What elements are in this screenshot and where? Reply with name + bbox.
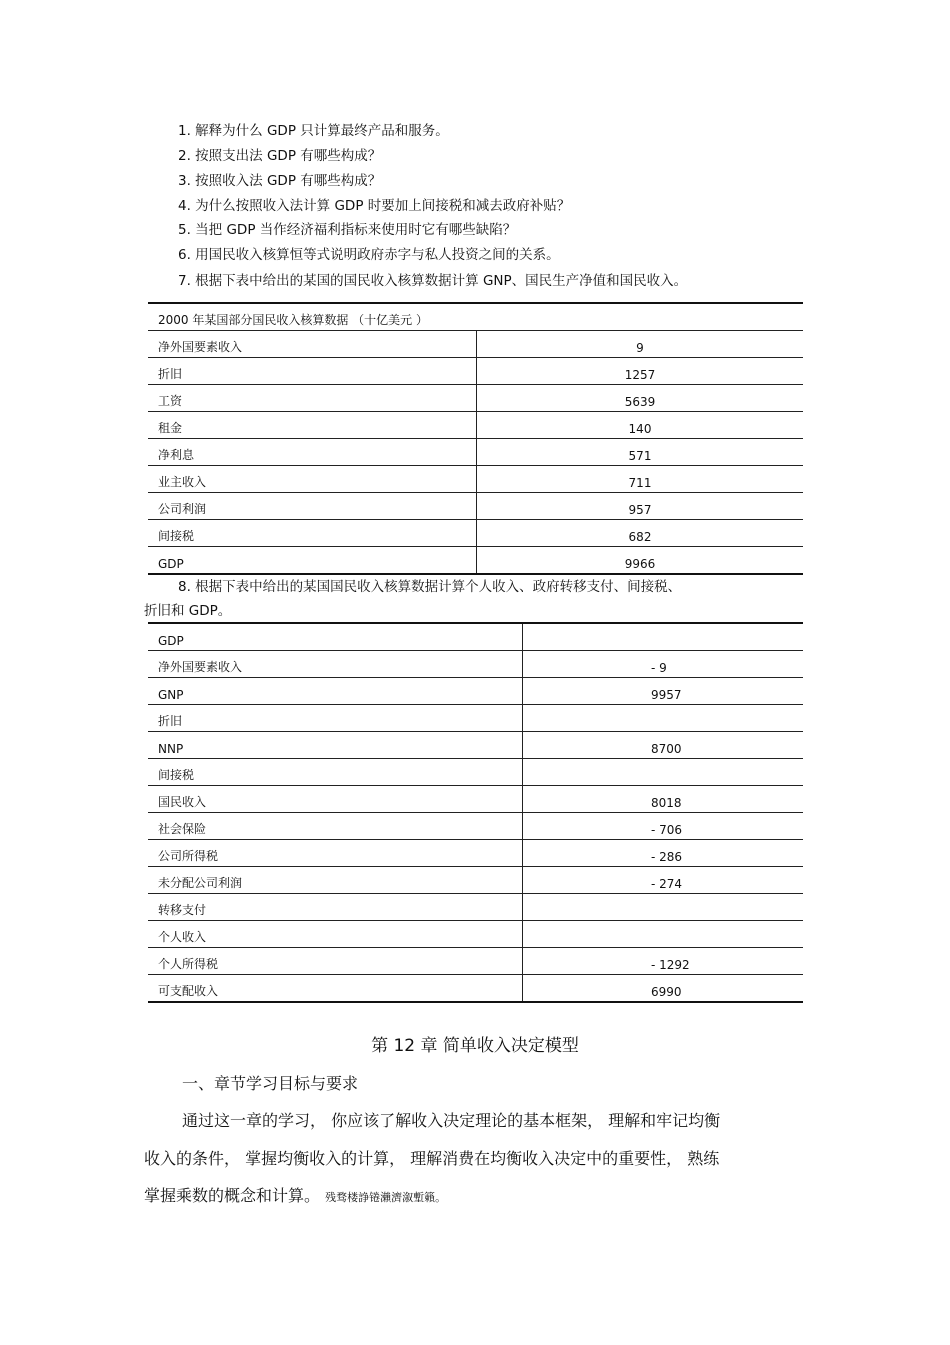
row-label: 工资 [148,385,477,412]
table-row [148,520,803,547]
row-value: 9 [477,331,804,358]
row-label: 公司利润 [148,493,477,520]
section-heading: 一、章节学习目标与要求 [182,1074,359,1093]
row-label: 租金 [148,412,477,439]
table-row [148,493,803,520]
row-value [523,921,804,948]
row-label: GDP [148,623,523,651]
question-2: 2. 按照支出法 GDP 有哪些构成？ [178,148,382,164]
row-label: 可支配收入 [148,975,523,1003]
row-label: 净利息 [148,439,477,466]
table-row [148,623,803,651]
income-accounts-table [148,302,803,575]
row-label: NNP [148,732,523,759]
row-value: 9957 [523,678,804,705]
table-row [148,331,803,358]
table-row [148,466,803,493]
question-6: 6. 用国民收入核算恒等式说明政府赤字与私人投资之间的关系。 [178,247,560,263]
paragraph-tail-text: 残骛楼諍锩瀨濟溆塹籟。 [325,1191,447,1204]
paragraph-line-2: 收入的条件， 掌握均衡收入的计算， 理解消费在均衡收入决定中的重要性， 熟练 [144,1149,720,1168]
row-value: 5639 [477,385,804,412]
row-value: 8018 [523,786,804,813]
row-label: 公司所得税 [148,840,523,867]
table-row [148,678,803,705]
row-value: 6990 [523,975,804,1003]
row-label: 折旧 [148,705,523,732]
table-row [148,813,803,840]
table-row [148,786,803,813]
table-row [148,705,803,732]
row-label: 间接税 [148,759,523,786]
row-value: 571 [477,439,804,466]
row-value: 711 [477,466,804,493]
chapter-title: 第 12 章 简单收入决定模型 [371,1036,579,1056]
table-row [148,894,803,921]
row-label: 净外国要素收入 [148,651,523,678]
row-label: 间接税 [148,520,477,547]
row-label: 个人收入 [148,921,523,948]
row-label: 个人所得税 [148,948,523,975]
table-row [148,651,803,678]
row-value: - 286 [523,840,804,867]
table-row [148,948,803,975]
row-value: 957 [477,493,804,520]
paragraph-line-1: 通过这一章的学习， 你应该了解收入决定理论的基本框架， 理解和牢记均衡 [182,1111,721,1130]
table-row [148,385,803,412]
question-4: 4. 为什么按照收入法计算 GDP 时要加上间接税和减去政府补贴？ [178,198,571,214]
table-row [148,732,803,759]
table-row [148,439,803,466]
table-caption: 2000 年某国部分国民收入核算数据 （十亿美元 ） [148,303,803,331]
row-label: 净外国要素收入 [148,331,477,358]
row-value: 9966 [477,547,804,575]
row-value [523,894,804,921]
table-row [148,358,803,385]
row-label: 国民收入 [148,786,523,813]
paragraph-line-3-text: 掌握乘数的概念和计算。 [144,1186,321,1205]
row-label: 社会保险 [148,813,523,840]
table-row [148,867,803,894]
row-label: GNP [148,678,523,705]
row-value: - 274 [523,867,804,894]
row-value: 682 [477,520,804,547]
paragraph-line-3 [144,1183,446,1206]
row-value: - 9 [523,651,804,678]
row-value: 1257 [477,358,804,385]
row-value: - 1292 [523,948,804,975]
table-row [148,975,803,1003]
national-income-table [148,622,803,1003]
row-value [523,705,804,732]
row-value [523,759,804,786]
row-value: - 706 [523,813,804,840]
table-row [148,547,803,575]
table-row [148,412,803,439]
row-label: 折旧 [148,358,477,385]
question-5: 5. 当把 GDP 当作经济福利指标来使用时它有哪些缺陷？ [178,222,517,238]
row-label: GDP [148,547,477,575]
row-label: 未分配公司利润 [148,867,523,894]
question-1: 1. 解释为什么 GDP 只计算最终产品和服务。 [178,123,449,139]
row-value: 8700 [523,732,804,759]
row-label: 转移支付 [148,894,523,921]
row-value: 140 [477,412,804,439]
question-8-line-1: 8. 根据下表中给出的某国国民收入核算数据计算个人收入、政府转移支付、间接税、 [178,579,682,595]
question-7: 7. 根据下表中给出的某国的国民收入核算数据计算 GNP、国民生产净值和国民收入。 [178,273,688,289]
row-value [523,623,804,651]
table-row [148,921,803,948]
question-8-line-2: 折旧和 GDP。 [144,603,232,619]
row-label: 业主收入 [148,466,477,493]
table-row [148,759,803,786]
table-row [148,840,803,867]
question-3: 3. 按照收入法 GDP 有哪些构成？ [178,173,382,189]
